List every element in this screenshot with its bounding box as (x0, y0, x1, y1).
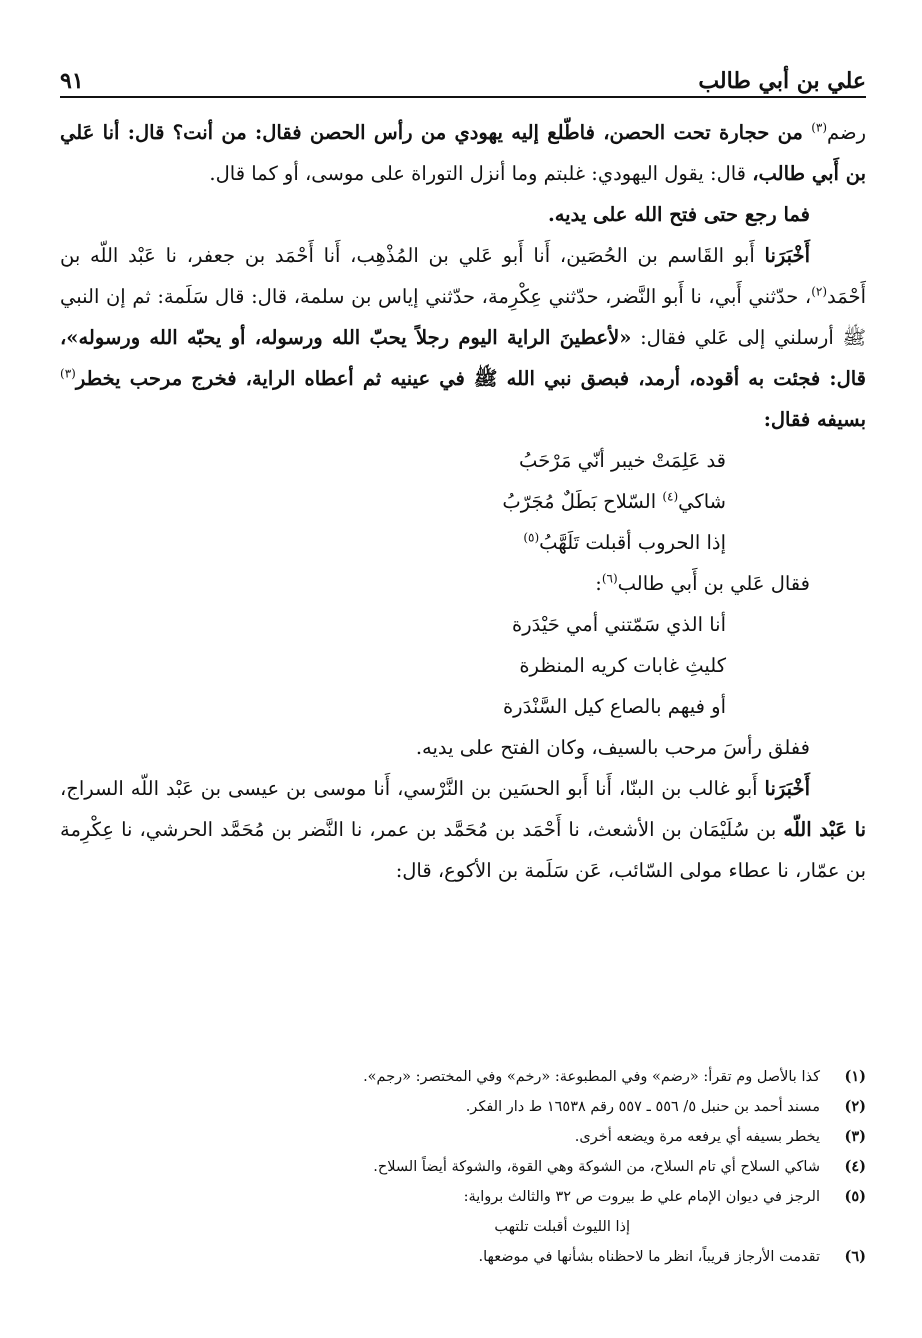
poem-line: أنا الذي سَمّتني أمي حَيْدَرة (512, 613, 726, 636)
paragraph-4 (60, 563, 866, 604)
text-run: قال: فجئت به أقوده، أرمد، فبصق نبي الله ﷺ في عينيه ثم أعطاه الراية، فخرج مرحب يخطر (75, 367, 866, 390)
text-run: نا عَبْد اللّه (783, 818, 866, 841)
footnote-ref: (٣) (60, 366, 76, 381)
footnote-ref: (٥) (523, 530, 540, 545)
page-number: ٩١ (60, 68, 84, 94)
text-run: شاكي (678, 490, 726, 513)
footnote-ref: (٤) (662, 489, 679, 504)
footnote (60, 1122, 866, 1152)
text-run: من حجارة تحت الحصن، فاطّلع إليه يهودي من رأس الحصن فقال: من أنت؟ قال: (119, 121, 812, 144)
header-title: علي بن أبي طالب (698, 68, 866, 94)
footnote-number: (٣) (844, 1128, 866, 1145)
text-run: أَبو غالب بن البنّا، أَنا أَبو الحسَين بن النَّرْسي، أَنا موسى بن عيسى بن عَبْد اللّه السراج، (60, 777, 765, 800)
poem-line: قد عَلِمَتْ خيبر أنّي مَرْحَبُ (519, 449, 726, 472)
main-text (60, 112, 866, 891)
footnote-number: (٥) (844, 1188, 866, 1205)
footnote-text: شاكي السلاح أي تام السلاح، من الشوكة وهي القوة، والشوكة أيضاً السلاح. (373, 1159, 820, 1175)
text-run: : (595, 572, 602, 595)
footnote (60, 1062, 866, 1092)
footnote-ref: (٦) (601, 571, 618, 586)
poem-line: أو فيهم بالصاع كيل السَّنْدَرة (502, 695, 726, 718)
footnote-ref: (٣) (811, 120, 828, 135)
footnotes (60, 1062, 866, 1272)
isnad-lead: أَخْبَرَنا (764, 777, 810, 800)
footnote-number: (٦) (844, 1248, 866, 1265)
text-run: بسيفه فقال: (763, 408, 866, 431)
footnote-text: الرجز في ديوان الإمام علي ط بيروت ص ٣٢ والثالث برواية: (463, 1189, 820, 1205)
footnote-verse (60, 1212, 866, 1242)
footnote-text: يخطر بسيفه أي يرفعه مرة ويضعه أخرى. (574, 1129, 820, 1145)
footnote-text: إذا الليوث أقبلت تلتهب (494, 1219, 630, 1235)
poem-line (306, 481, 726, 522)
page (60, 58, 866, 891)
footnote-number: (١) (844, 1068, 866, 1085)
poem-marhab (306, 440, 866, 563)
text-run: أَبو القَاسم بن الحُصَين، أَنا أَبو عَلي بن المُذْهِب، أَنا أَحْمَد بن جعفر، نا عَبْد اللّه بن أَحْمَد (60, 244, 866, 308)
text-run: بن سُلَيْمَان بن الأشعث، نا أَحْمَد بن مُحَمَّد بن عمر، نا النَّضر بن مُحَمَّد الحرشي، نا عِكْرِمة بن عمّار، نا عطاء مولى السّائب، عَن سَلَمة بن الأكوع، قال: (60, 818, 866, 882)
text-run: إذا الحروب أقبلت تَلَهَّبُ (539, 531, 726, 554)
text-run: رضم (827, 121, 866, 144)
text-run: فقال عَلي بن أَبي طالب (617, 572, 810, 595)
footnote-text: تقدمت الأرجاز قريباً، انظر ما لاحظناه بشأنها في موضعها. (478, 1249, 820, 1265)
hadith-quote: «لأعطينَ الراية اليوم رجلاً يحبّ الله ورسوله، أو يحبّه الله ورسوله»، (60, 326, 632, 349)
paragraph-6 (60, 768, 866, 891)
poem-line (306, 522, 726, 563)
poem-ali (306, 604, 866, 727)
paragraph-3 (60, 235, 866, 440)
text-run: السّلاح بَطَلٌ مُجَرّبُ (502, 490, 663, 513)
isnad-lead: أَخْبَرَنا (764, 244, 810, 267)
footnote (60, 1242, 866, 1272)
running-header (60, 58, 866, 98)
paragraph-5: ففلق رأسَ مرحب بالسيف، وكان الفتح على يديه. (415, 736, 810, 759)
footnote (60, 1182, 866, 1212)
paragraph-2: فما رجع حتى فتح الله على يديه. (547, 203, 810, 226)
speaker-name: أنا عَلي بن أَبي طالب، (60, 121, 866, 185)
footnote-number: (٢) (844, 1098, 866, 1115)
paragraph-1 (60, 112, 866, 194)
footnote-ref: (٢) (811, 284, 828, 299)
text-run: قال: يقول اليهودي: غلبتم وما أنزل التوراة على موسى، أو كما قال. (209, 162, 753, 185)
footnote-number: (٤) (844, 1158, 866, 1175)
footnote (60, 1152, 866, 1182)
footnote-text: كذا بالأصل وم تقرأ: «رضم» وفي المطبوعة: «رخم» وفي المختصر: «رجم». (363, 1069, 820, 1085)
footnote-text: مسند أحمد بن حنبل ٥/ ٥٥٦ ـ ٥٥٧ رقم ١٦٥٣٨ ط دار الفكر. (465, 1099, 820, 1115)
footnote (60, 1092, 866, 1122)
poem-line: كليثِ غابات كريه المنظرة (519, 654, 726, 677)
text-run: ، حدّثني أَبي، نا أَبو النَّضر، حدّثني عِكْرِمة، حدّثني إياس بن سلمة، قال: قال سَلَمة: ثم إن النبي ﷺ أرسلني إلى عَلي فقال: (60, 285, 867, 349)
